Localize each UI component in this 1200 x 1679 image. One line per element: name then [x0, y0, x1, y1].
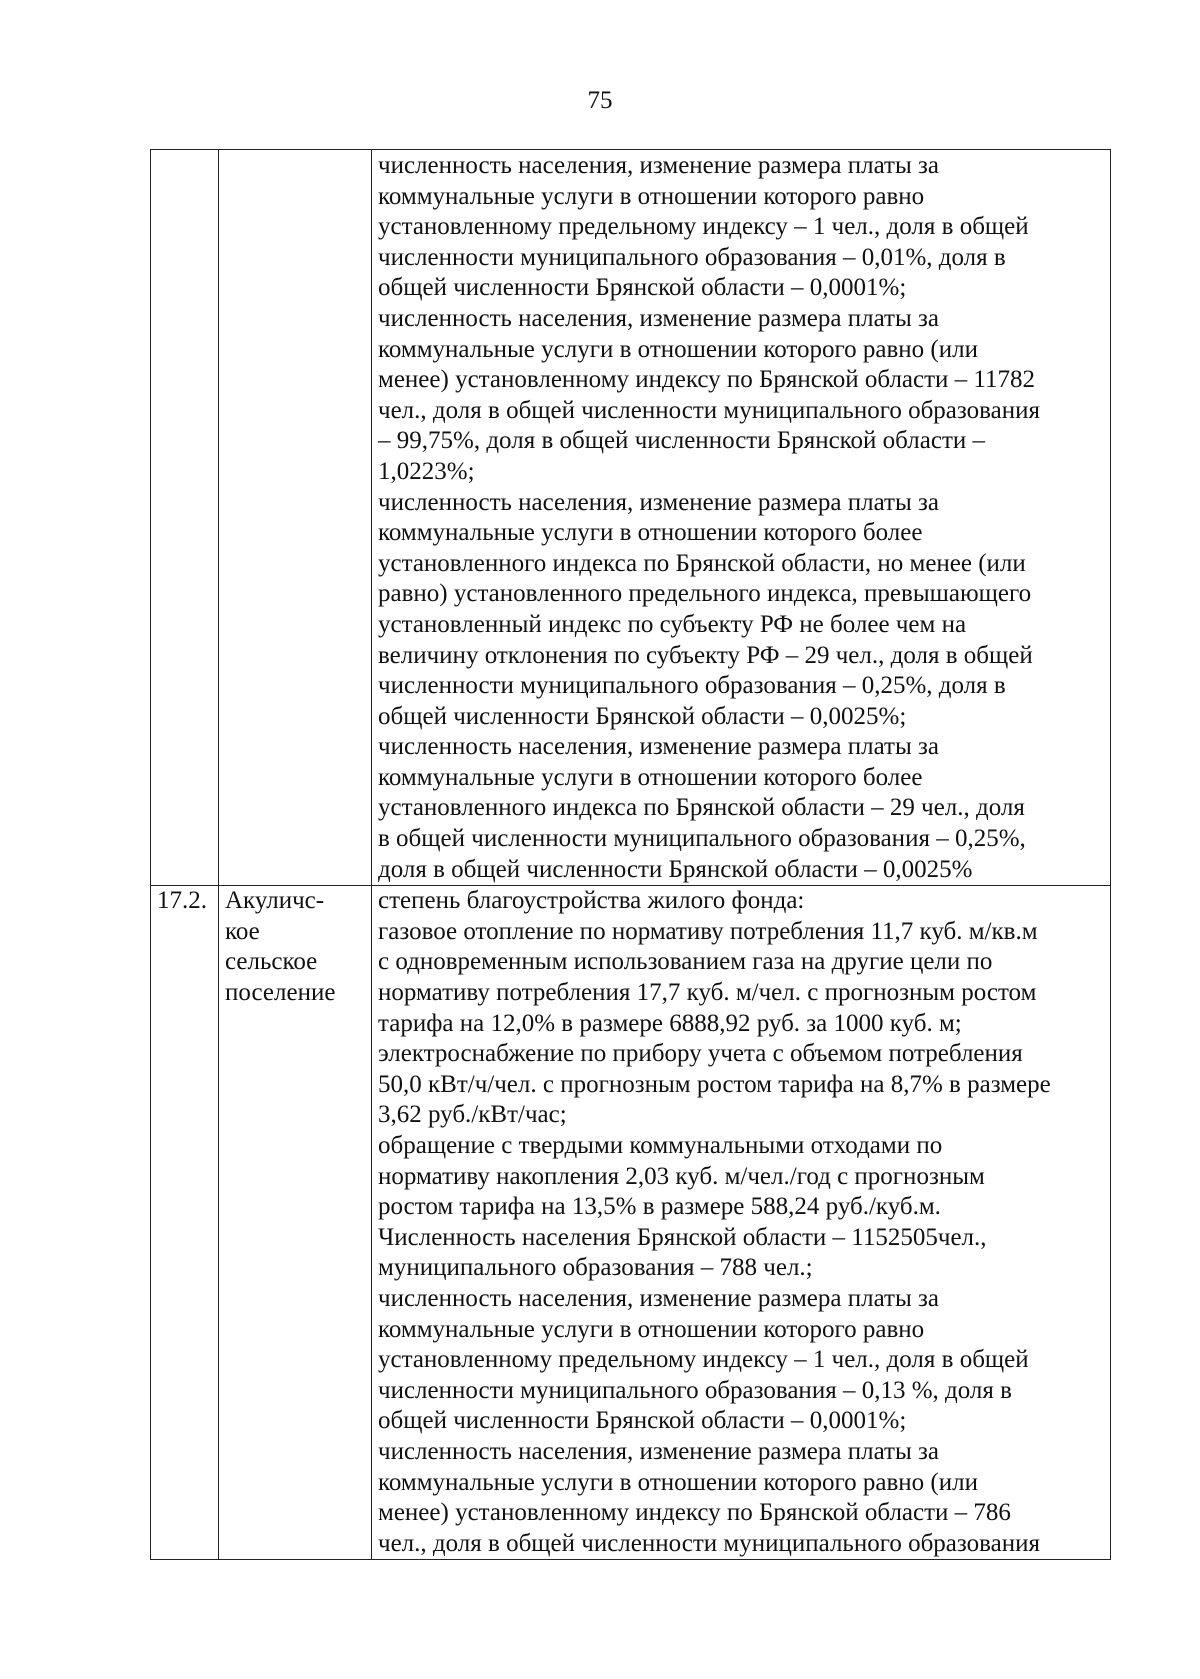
description-line: Численность населения Брянской области – 1152505чел.,	[378, 1223, 987, 1251]
municipality-name-line: сельское	[225, 948, 318, 976]
row-number: 17.2.	[157, 887, 207, 915]
description-line: коммунальные услуги в отношении которого равно (или	[378, 335, 978, 363]
description-line: 3,62 руб./кВт/час;	[378, 1101, 567, 1129]
description-cell	[372, 150, 1111, 886]
description-line: коммунальные услуги в отношении которого равно (или	[378, 1468, 978, 1496]
description-line: коммунальные услуги в отношении которого равно	[378, 182, 925, 210]
description-line: численность населения, изменение размера платы за	[378, 488, 939, 516]
description-line: коммунальные услуги в отношении которого более	[378, 519, 923, 547]
description-line: нормативу потребления 17,7 куб. м/чел. с прогнозным ростом	[378, 979, 1037, 1007]
municipality-name-line: поселение	[225, 979, 336, 1007]
description-line: равно) установленного предельного индекса, превышающего	[378, 580, 1032, 608]
page-number: 75	[587, 87, 613, 114]
description-line: численность населения, изменение размера платы за	[378, 1437, 939, 1465]
description-line: с одновременным использованием газа на другие цели по	[378, 948, 993, 976]
description-line: обращение с твердыми коммунальными отходами по	[378, 1132, 943, 1159]
municipality-name-cell	[219, 886, 372, 1560]
description-line: – 99,75%, доля в общей численности Брянской области –	[378, 427, 985, 455]
municipality-name-line: Акуличс-	[225, 887, 325, 915]
description-line: муниципального образования – 788 чел.;	[378, 1254, 813, 1282]
description-line: степень благоустройства жилого фонда:	[378, 887, 805, 915]
municipality-name-line: кое	[225, 917, 260, 945]
description-line: установленного индекса по Брянской области, но менее (или	[378, 549, 1026, 577]
description-line: численность населения, изменение размера платы за	[378, 304, 939, 332]
description-line: менее) установленному индексу по Брянской области – 11782	[378, 366, 1035, 394]
description-line: численность населения, изменение размера платы за	[378, 733, 939, 761]
description-line: численности муниципального образования – 0,13 %, доля в	[378, 1376, 1012, 1404]
description-cell	[372, 886, 1111, 1560]
data-table	[150, 149, 1111, 1560]
description-line: чел., доля в общей численности муниципального образования	[378, 1529, 1040, 1557]
municipality-name-cell	[219, 150, 372, 886]
description-line: величину отклонения по субъекту РФ – 29 чел., доля в общей	[378, 641, 1033, 669]
description-line: газовое отопление по нормативу потребления 11,7 куб. м/кв.м	[378, 917, 1038, 945]
description-line: коммунальные услуги в отношении которого равно	[378, 1315, 925, 1343]
description-line: 1,0223%;	[378, 457, 475, 485]
description-line: тарифа на 12,0% в размере 6888,92 руб. за 1000 куб. м;	[378, 1009, 962, 1037]
description-line: нормативу накопления 2,03 куб. м/чел./год с прогнозным	[378, 1162, 985, 1190]
description-line: численности муниципального образования – 0,25%, доля в	[378, 672, 1006, 700]
description-line: общей численности Брянской области – 0,0001%;	[378, 274, 907, 302]
description-line: 50,0 кВт/ч/чел. с прогнозным ростом тарифа на 8,7% в размере	[378, 1070, 1051, 1098]
description-line: установленному предельному индексу – 1 чел., доля в общей	[378, 213, 1029, 241]
description-line: установленному предельному индексу – 1 чел., доля в общей	[378, 1346, 1029, 1374]
description-line: чел., доля в общей численности муниципального образования	[378, 396, 1040, 424]
table-row	[151, 150, 1111, 886]
description-line: установленного индекса по Брянской области – 29 чел., доля	[378, 794, 1025, 822]
description-line: коммунальные услуги в отношении которого более	[378, 763, 923, 791]
description-line: численности муниципального образования – 0,01%, доля в	[378, 243, 1006, 271]
table-row	[151, 886, 1111, 1560]
row-number-cell	[151, 150, 219, 886]
description-line: в общей численности муниципального образования – 0,25%,	[378, 825, 1026, 853]
description-line: доля в общей численности Брянской области – 0,0025%	[378, 855, 973, 883]
description-line: общей численности Брянской области – 0,0001%;	[378, 1407, 907, 1435]
description-line: менее) установленному индексу по Брянской области – 786	[378, 1499, 1011, 1527]
description-line: установленный индекс по субъекту РФ не более чем на	[378, 610, 967, 638]
description-line: общей численности Брянской области – 0,0025%;	[378, 702, 907, 730]
description-line: электроснабжение по прибору учета с объемом потребления	[378, 1040, 1023, 1068]
description-line: ростом тарифа на 13,5% в размере 588,24 руб./куб.м.	[378, 1193, 941, 1221]
description-line: численность населения, изменение размера платы за	[378, 1284, 939, 1312]
description-line: численность населения, изменение размера платы за	[378, 152, 939, 179]
row-number-cell	[151, 886, 219, 1560]
